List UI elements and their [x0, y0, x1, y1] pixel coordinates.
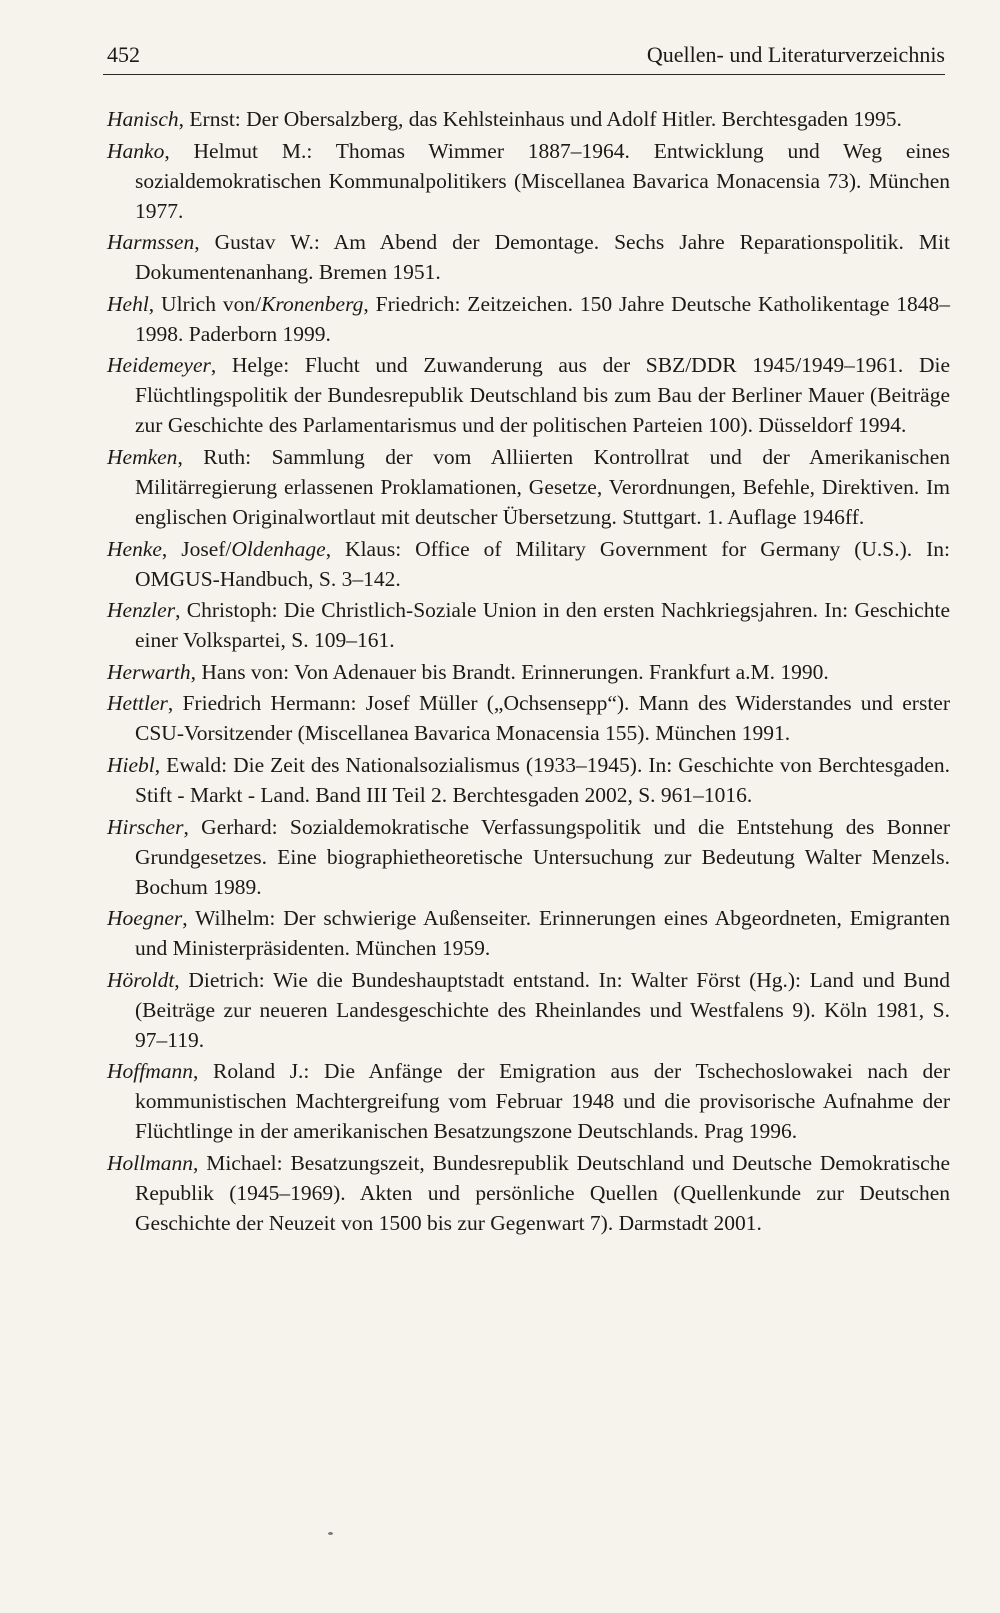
bibliography-entry	[107, 965, 950, 1055]
entry-text: , Christoph: Die Christlich-Soziale Union in den ersten Nachkriegsjahren. In: Geschichte einer Volkspartei, S. 109–161.	[135, 598, 950, 653]
entry-text: , Friedrich Hermann: Josef Müller („Ochsensepp“). Mann des Widerstandes und erster CSU-Vorsitzender (Miscellanea Bavarica Monacensia 155). München 1991.	[135, 691, 950, 746]
bibliography-list	[107, 104, 950, 1240]
entry-author: Harmssen	[107, 230, 195, 255]
entry-text: , Hans von: Von Adenauer bis Brandt. Erinnerungen. Frankfurt a.M. 1990.	[190, 659, 829, 684]
bibliography-entry	[107, 350, 950, 440]
bibliography-entry	[107, 442, 950, 532]
bibliography-entry	[107, 657, 950, 687]
bibliography-entry	[107, 227, 950, 287]
entry-text: , Roland J.: Die Anfänge der Emigration aus der Tschechoslowakei nach der kommunistischen Machtergreifung vom Februar 1948 und die provisorische Aufnahme der Flüchtlinge in der amerikanischen Besatzungszone Deutschlands. Prag 1996.	[135, 1059, 950, 1144]
entry-text-continued: , Klaus: Office of Military Government for Germany (U.S.). In: OMGUS-Handbuch, S. 3–142.	[135, 536, 950, 591]
entry-text: , Dietrich: Wie die Bundeshauptstadt entstand. In: Walter Först (Hg.): Land und Bund (Beiträge zur neueren Landesgeschichte des Rheinlandes und Westfalens 9). Köln 1981, S. 97–119.	[135, 967, 950, 1052]
entry-author: Hoffmann	[107, 1059, 193, 1084]
bibliography-entry	[107, 595, 950, 655]
entry-text: , Wilhelm: Der schwierige Außenseiter. Erinnerungen eines Abgeordneten, Emigranten und Ministerpräsidenten. München 1959.	[135, 906, 950, 961]
entry-text: , Gerhard: Sozialdemokratische Verfassungspolitik und die Entstehung des Bonner Grundgesetzes. Eine biographietheoretische Untersuchung zur Bedeutung Walter Menzels. Bochum 1989.	[135, 814, 950, 899]
entry-text: , Ernst: Der Obersalzberg, das Kehlsteinhaus und Adolf Hitler. Berchtesgaden 1995.	[178, 107, 902, 131]
bibliography-entry	[107, 289, 950, 349]
entry-text: , Ulrich von/	[148, 291, 262, 316]
bibliography-entry	[107, 1056, 950, 1146]
entry-author: Höroldt	[107, 967, 175, 992]
entry-author: Heidemeyer	[107, 353, 211, 378]
bibliography-entry	[107, 104, 950, 134]
entry-author: Hiebl	[107, 752, 155, 777]
entry-text: , Ruth: Sammlung der vom Alliierten Kontrollrat und der Amerikanischen Militärregierung erlassenen Proklamationen, Gesetze, Verordnungen, Befehle, Direktiven. Im englischen Originalwortlaut mit deutscher Übersetzung. Stuttgart. 1. Auflage 1946ff.	[135, 444, 950, 529]
entry-author: Hoegner	[107, 906, 183, 931]
entry-author: Hehl	[107, 291, 149, 316]
entry-text: , Josef/	[161, 536, 232, 561]
entry-author: Hanisch	[107, 107, 179, 131]
bibliography-entry	[107, 534, 950, 594]
entry-author: Hemken	[107, 444, 178, 469]
entry-text: , Helge: Flucht und Zuwanderung aus der SBZ/DDR 1945/1949–1961. Die Flüchtlingspolitik der Bundesrepublik Deutschland bis zum Bau der Berliner Mauer (Beiträge zur Geschichte des Parlamentarismus und der politischen Parteien 100). Düsseldorf 1994.	[135, 353, 950, 438]
entry-author: Hanko	[107, 138, 165, 163]
page-header	[103, 40, 945, 75]
entry-coauthor: Oldenhage	[231, 536, 326, 561]
page-number: 452	[107, 42, 140, 67]
entry-author: Hettler	[107, 691, 168, 716]
entry-text: , Ewald: Die Zeit des Nationalsozialismus (1933–1945). In: Geschichte von Berchtesgaden. Stift - Markt - Land. Band III Teil 2. Berchtesgaden 2002, S. 961–1016.	[135, 752, 950, 807]
entry-author: Hollmann	[107, 1150, 193, 1175]
bibliography-entry	[107, 688, 950, 748]
entry-author: Henzler	[107, 598, 176, 623]
entry-author: Hirscher	[107, 814, 184, 839]
entry-text: , Michael: Besatzungszeit, Bundesrepublik Deutschland und Deutsche Demokratische Republik (1945–1969). Akten und persönliche Quellen (Quellenkunde zur Deutschen Geschichte der Neuzeit von 1500 bis zur Gegenwart 7). Darmstadt 2001.	[135, 1150, 950, 1235]
bibliography-entry	[107, 136, 950, 226]
entry-text: , Gustav W.: Am Abend der Demontage. Sechs Jahre Reparationspolitik. Mit Dokumentenanhang. Bremen 1951.	[135, 230, 950, 285]
entry-text: , Helmut M.: Thomas Wimmer 1887–1964. Entwicklung und Weg eines sozialdemokratischen Kommunalpolitikers (Miscellanea Bavarica Monacensia 73). München 1977.	[135, 138, 950, 223]
bibliography-entry	[107, 812, 950, 902]
bibliography-entry	[107, 750, 950, 810]
entry-text-continued: , Friedrich: Zeitzeichen. 150 Jahre Deutsche Katholikentage 1848–1998. Paderborn 1999.	[135, 291, 951, 346]
running-head: Quellen- und Literaturverzeichnis	[646, 42, 945, 67]
ink-speck	[328, 1532, 333, 1535]
entry-author: Henke	[107, 536, 162, 561]
bibliography-entry	[107, 903, 950, 963]
entry-author: Herwarth	[107, 659, 191, 684]
entry-coauthor: Kronenberg	[261, 291, 364, 316]
bibliography-entry	[107, 1148, 950, 1238]
